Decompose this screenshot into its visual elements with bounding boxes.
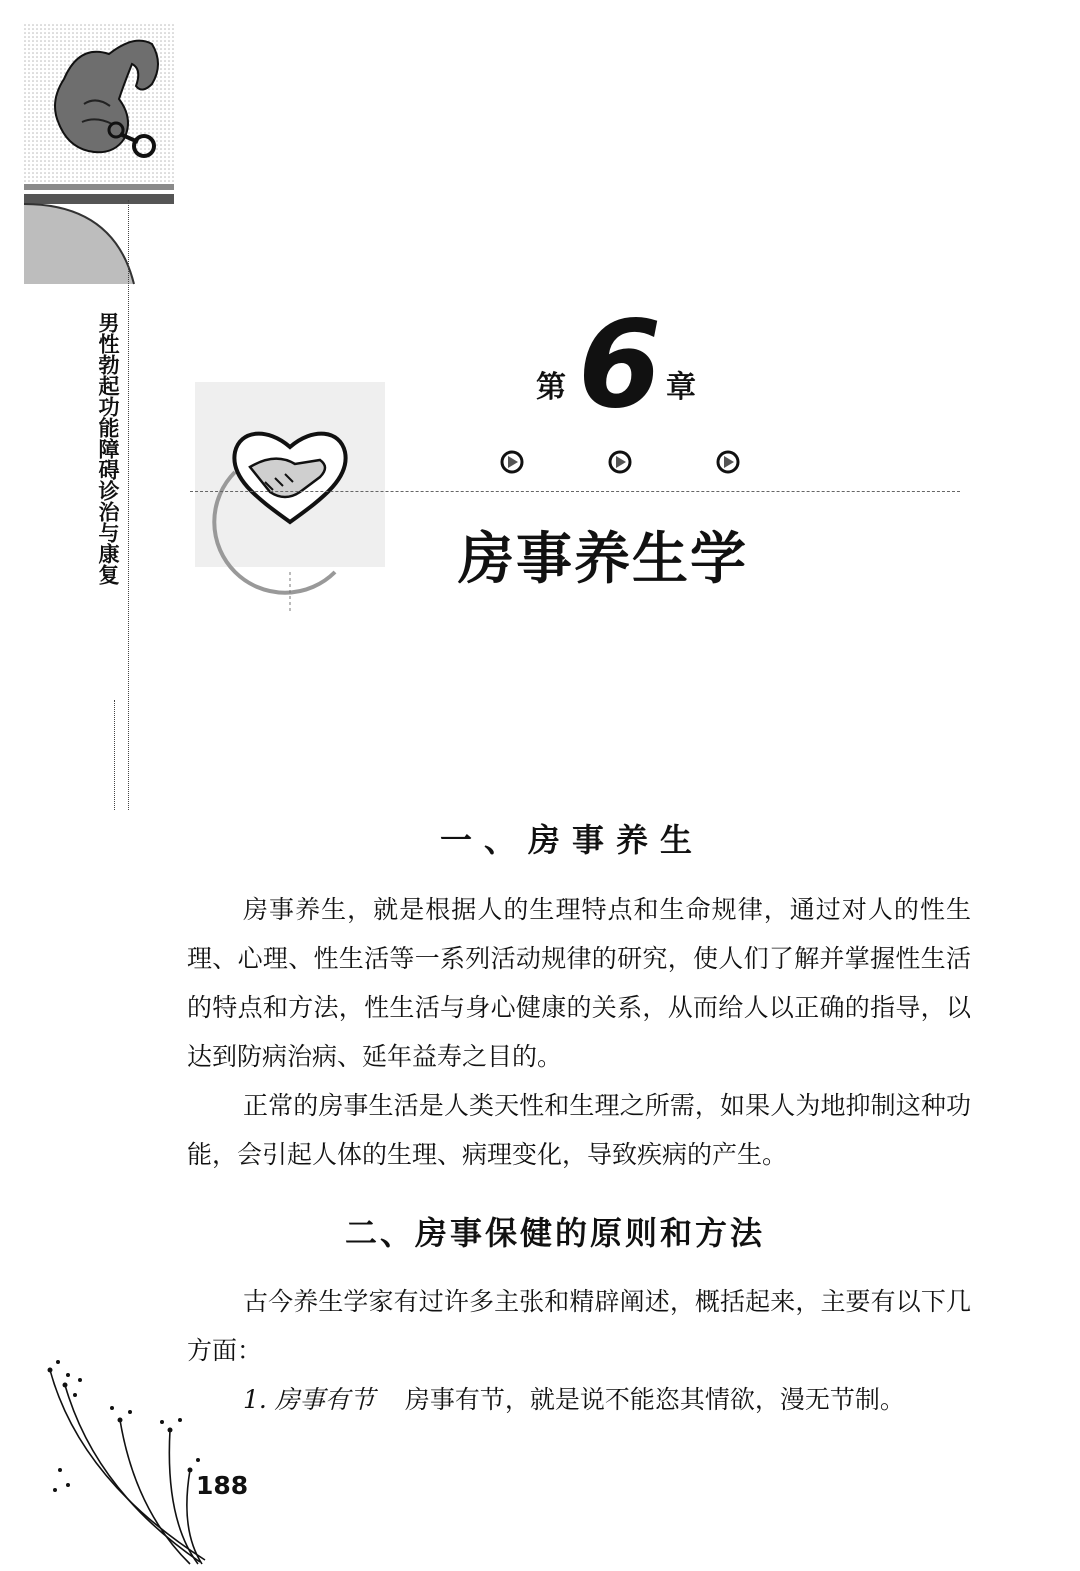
list-item-text: 房事有节，就是说不能恣其情欲，漫无节制。	[404, 1385, 905, 1414]
list-item	[243, 1375, 983, 1424]
ornament-row	[496, 447, 756, 477]
paragraph: 房事养生，就是根据人的生理特点和生命规律，通过对人的性生理、心理、性生活等一系列活动规律的研究，使人们了解并掌握性生活的特点和方法，性生活与身心健康的关系，从而给人以正确的指导，以达到防病治病、延年益寿之目的。	[187, 895, 971, 1071]
section-heading-2: 二、房事保健的原则和方法	[345, 1214, 766, 1252]
paragraph: 古今养生学家有过许多主张和精辟阐述，概括起来，主要有以下几方面：	[187, 1287, 971, 1365]
section-heading-1: 一、房事养生	[440, 821, 705, 859]
chapter-title: 房事养生学	[458, 526, 748, 592]
side-dotted-rule-short	[114, 700, 115, 810]
flower-spray-illustration	[40, 1350, 220, 1565]
circle-ornament-icon	[610, 452, 630, 472]
muscleman-dumbbell-illustration	[24, 24, 174, 294]
circle-ornament-icon	[718, 452, 738, 472]
book-title-vertical: 男性勃起功能障碍诊治与康复	[96, 312, 120, 585]
header-dashed-rule	[190, 491, 960, 492]
list-item-label: 1. 房事有节	[243, 1385, 375, 1414]
page-number: 188	[196, 1471, 249, 1500]
handshake-heart-icon	[195, 382, 385, 614]
chapter-prefix: 第	[536, 370, 566, 405]
paragraph: 正常的房事生活是人类天性和生理之所需，如果人为地抑制这种功能，会引起人体的生理、病理变化，导致疾病的产生。	[187, 1091, 971, 1169]
chapter-number: 6	[578, 296, 662, 435]
circle-ornament-icon	[502, 452, 522, 472]
side-dotted-rule	[128, 200, 129, 810]
chapter-suffix: 章	[666, 370, 696, 405]
